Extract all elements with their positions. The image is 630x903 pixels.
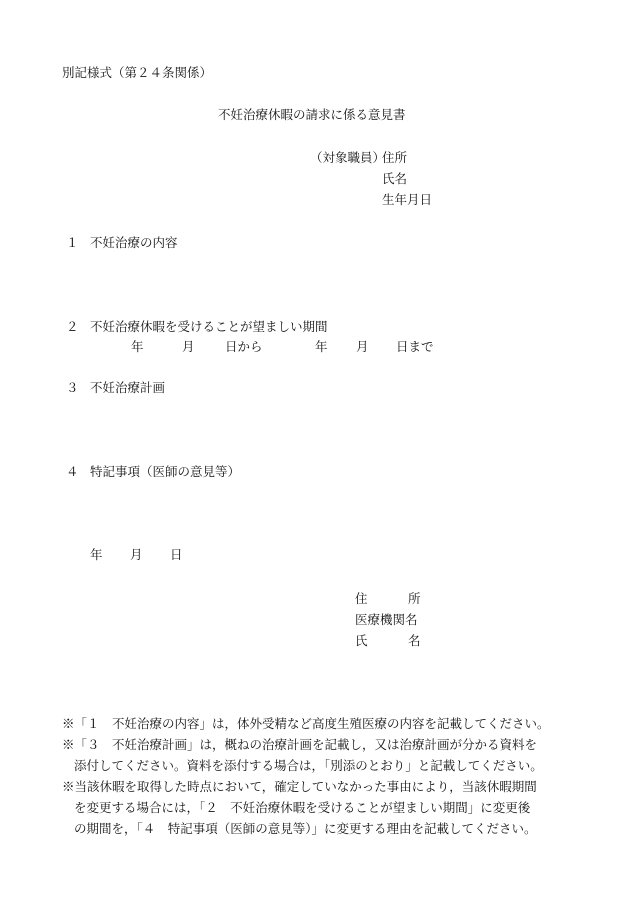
doctor-name-label-1: 氏 <box>355 633 368 648</box>
date-month: 月 <box>130 547 143 562</box>
form-label: 別記様式（第２４条関係） <box>62 65 213 80</box>
note-2-continued: 添付してください。資料を添付する場合は，「別添のとおり」と記載してください。 <box>74 758 543 773</box>
doctor-address-label-1: 住 <box>355 591 368 606</box>
doctor-address-label-2: 所 <box>408 591 421 606</box>
period-month-2: 月 <box>356 339 369 354</box>
section-number: ４ <box>66 464 79 479</box>
doctor-institution-label: 医療機関名 <box>355 612 418 627</box>
employee-prefix: （対象職員） <box>310 150 386 165</box>
document-title: 不妊治療休暇の請求に係る意見書 <box>218 107 406 122</box>
section-number: ３ <box>66 380 79 395</box>
section-1-heading <box>66 237 178 250</box>
section-label: 不妊治療の内容 <box>90 235 178 250</box>
employee-birthdate-label: 生年月日 <box>382 192 433 207</box>
date-day: 日 <box>170 547 183 562</box>
employee-address-label: 住所 <box>382 150 408 165</box>
employee-name-label: 氏名 <box>382 171 408 186</box>
section-4-heading <box>66 466 240 479</box>
doctor-name-label-2: 名 <box>408 633 421 648</box>
period-month-1: 月 <box>182 339 195 354</box>
section-label: 不妊治療計画 <box>90 380 166 395</box>
section-label: 不妊治療休暇を受けることが望ましい期間 <box>90 319 328 334</box>
period-year-2: 年 <box>315 339 328 354</box>
note-3-continued: の期間を，「４ 特記事項（医師の意見等）」に変更する理由を記載してください。 <box>74 821 537 836</box>
date-year: 年 <box>90 547 103 562</box>
note-1: ※「１ 不妊治療の内容」は，体外受精など高度生殖医療の内容を記載してください。 <box>62 716 550 731</box>
section-2-heading <box>66 321 328 334</box>
period-year-1: 年 <box>131 339 144 354</box>
note-2: ※「３ 不妊治療計画」は，概ねの治療計画を記載し，又は治療計画が分かる資料を <box>62 737 538 752</box>
section-number: ２ <box>66 319 79 334</box>
period-from: 日から <box>225 339 263 354</box>
section-3-heading <box>66 382 165 395</box>
period-until: 日まで <box>396 339 434 354</box>
note-3: ※当該休暇を取得した時点において，確定していなかった事由により，当該休暇期間 <box>62 779 537 794</box>
section-label: 特記事項（医師の意見等） <box>90 464 241 479</box>
note-3-continued: を変更する場合には，「２ 不妊治療休暇を受けることが望ましい期間」に変更後 <box>74 800 531 815</box>
notes-block <box>62 713 582 839</box>
section-number: １ <box>66 235 79 250</box>
